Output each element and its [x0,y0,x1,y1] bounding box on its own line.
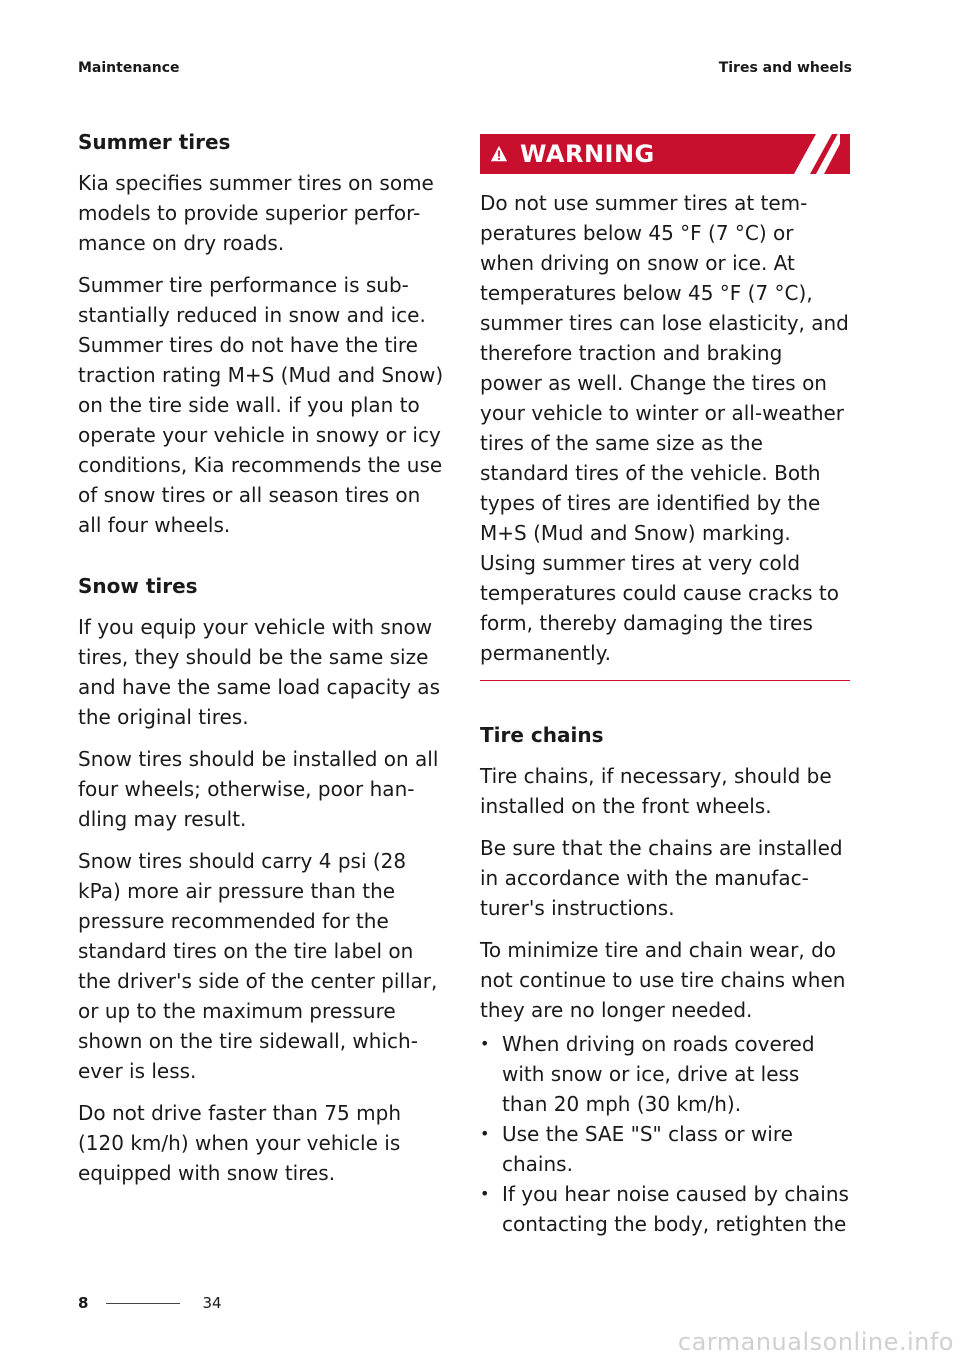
snow-tires-paragraph: Snow tires should carry 4 psi (28 kPa) more air pressure than the pressure recommended for the standard tires on the tire label on the driver's side of the center pillar, or up to the maximum pressure shown on the tire sidewall, which-ever is less. [78,849,438,1083]
tire-chains-paragraph: Tire chains, if necessary, should be installed on the front wheels. [480,764,832,818]
left-column [78,128,450,1200]
header-chapter-title: Tires and wheels [718,60,852,76]
summer-tires-paragraph: Summer tire performance is sub-stantially reduced in snow and ice. Summer tires do not have the tire traction rating M+S (Mud and Snow) on the tire side wall. if you plan to operate your vehicle in snowy or icy conditions, Kia recommends the use of snow tires or all season tires on all four wheels. [78,273,444,537]
warning-stripes-decoration [780,134,840,174]
snow-tires-heading: Snow tires [78,574,198,598]
right-column [480,128,850,1239]
footer-divider [106,1303,180,1304]
site-watermark[interactable]: carmanualsonline.info [677,1328,954,1356]
warning-text: Do not use summer tires at tem-peratures below 45 °F (7 °C) or when driving on snow or ice. At temperatures below 45 °F (7 °C), summer tires can lose elasticity, and therefore traction and braking power as well. Change the tires on your vehicle to winter or all-weather tires of the same size as the standard tires of the vehicle. Both types of tires are identified by the M+S (Mud and Snow) marking. Using summer tires at very cold temperatures could cause cracks to form, thereby damaging the tires permanently. [480,191,849,665]
snow-tires-paragraph: Do not drive faster than 75 mph (120 km/h) when your vehicle is equipped with snow tires. [78,1101,401,1185]
header-section-title: Maintenance [78,60,180,76]
summer-tires-heading: Summer tires [78,130,231,154]
list-item: • If you hear noise caused by chains contacting the body, retighten the [480,1179,850,1239]
page-footer [78,1294,222,1312]
warning-divider [480,680,850,681]
tire-chains-paragraph: Be sure that the chains are installed in accordance with the manufac-turer's instructions. [480,836,843,920]
summer-tires-paragraph: Kia specifies summer tires on some models to provide superior perfor-mance on dry roads. [78,171,434,255]
warning-banner [480,134,850,174]
snow-tires-paragraph: If you equip your vehicle with snow tires, they should be the same size and have the same load capacity as the original tires. [78,615,440,729]
list-item: • Use the SAE "S" class or wire chains. [480,1119,850,1179]
tire-chains-heading: Tire chains [480,723,604,747]
tire-chains-bullet-list [480,1029,850,1239]
tire-chains-paragraph: To minimize tire and chain wear, do not continue to use tire chains when they are no longer needed. [480,938,846,1022]
list-item: • When driving on roads covered with snow or ice, drive at less than 20 mph (30 km/h). [480,1029,850,1119]
chapter-number: 8 [78,1294,89,1312]
page-number: 34 [202,1294,222,1312]
snow-tires-paragraph: Snow tires should be installed on all four wheels; otherwise, poor han-dling may result. [78,747,439,831]
warning-triangle-icon [490,145,508,163]
warning-title: WARNING [520,140,655,168]
